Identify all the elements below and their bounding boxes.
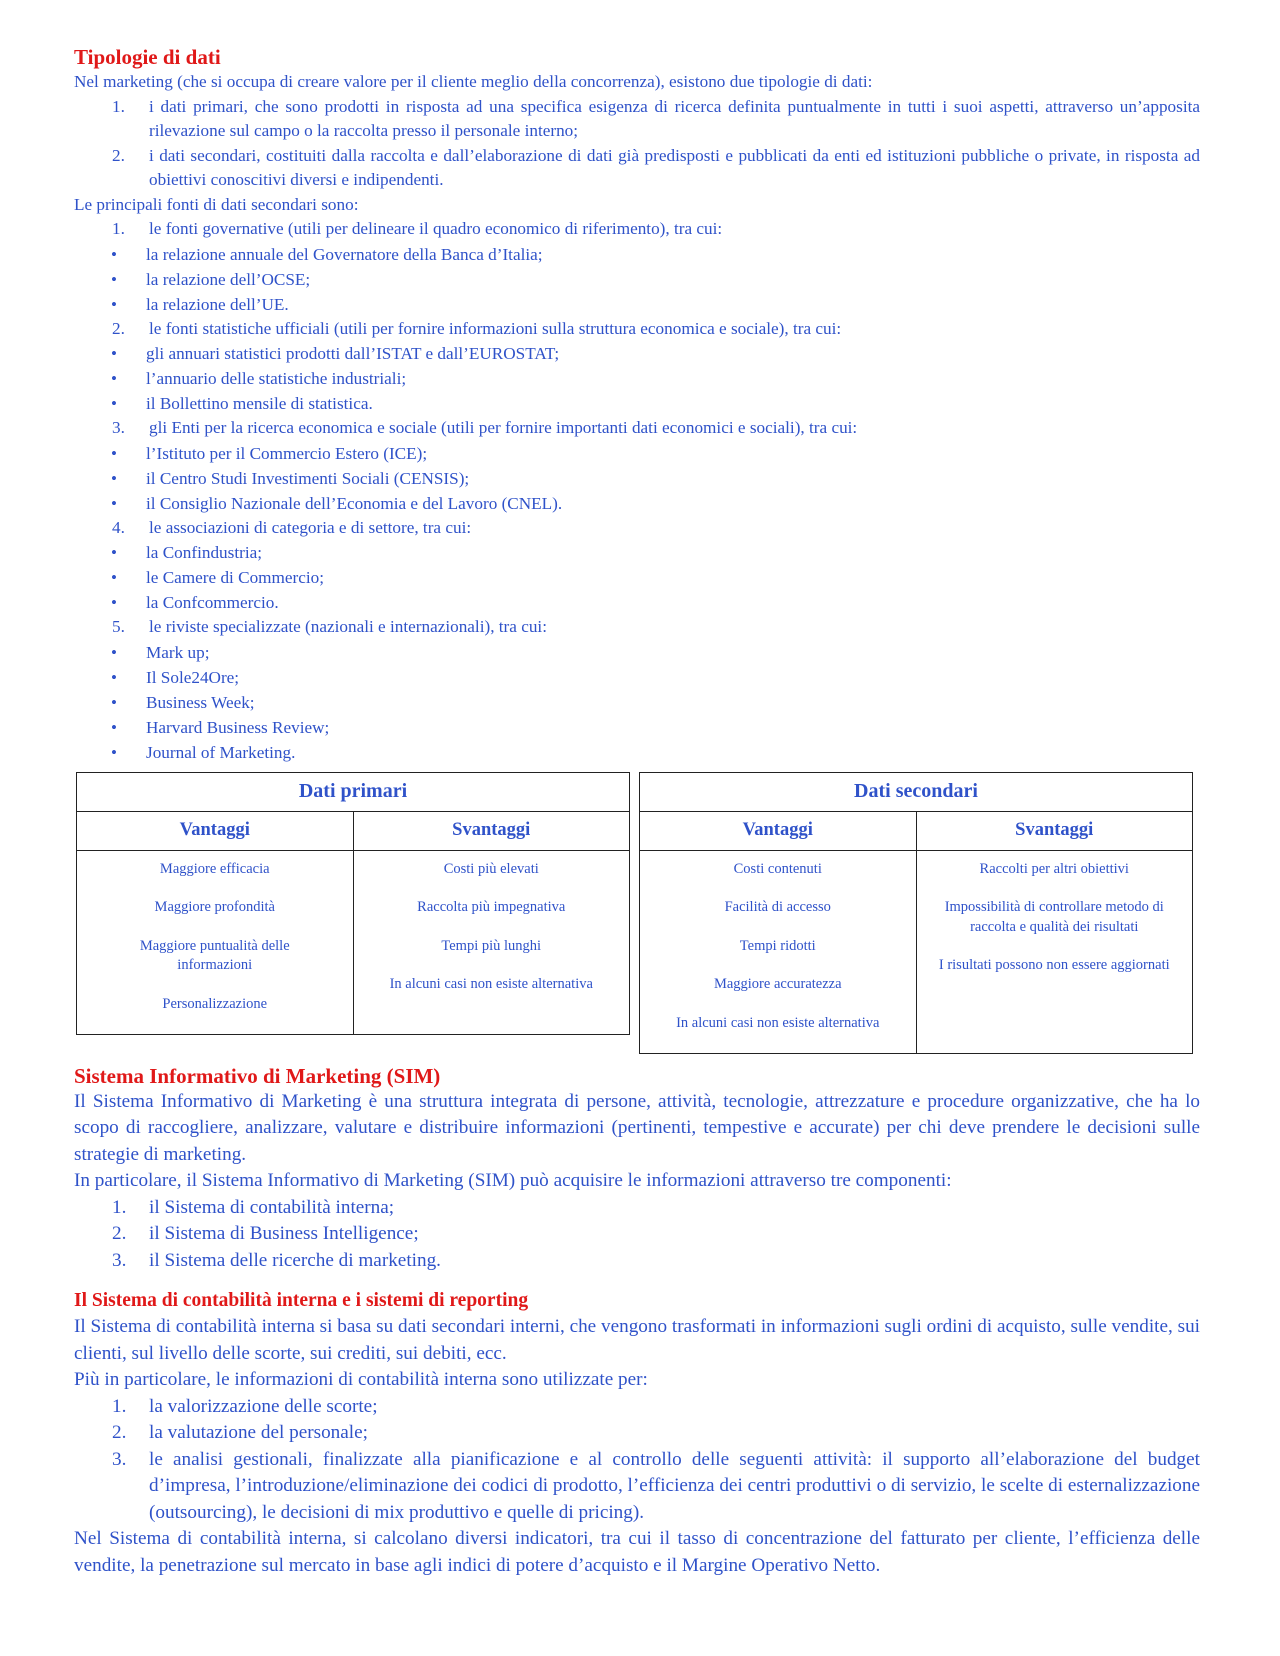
- list-item: 1. il Sistema di contabilità interna;: [112, 1196, 395, 1218]
- bullet-item: • la relazione dell’UE.: [74, 292, 1200, 317]
- bullet-item: • gli annuari statistici prodotti dall’ISTAT e dall’EUROSTAT;: [74, 341, 1200, 366]
- sources-list: [74, 217, 1200, 242]
- contabilita-uses-list: [74, 1394, 1200, 1527]
- table-cell-item: Maggiore puntualità delle informazioni: [139, 937, 290, 973]
- list-item: 3. gli Enti per la ricerca economica e sociale (utili per fornire importanti dati economici e sociali), tra cui:: [112, 418, 858, 437]
- table-cell-item: Facilità di accesso: [724, 899, 831, 915]
- table-cell-item: In alcuni casi non esiste alternativa: [676, 1014, 880, 1031]
- bullet-list: [74, 441, 1200, 516]
- bullet-item: • l’Istituto per il Commercio Estero (ICE);: [74, 441, 1200, 466]
- data-types-list: [74, 95, 1200, 193]
- table-cell-item: Maggiore efficacia: [159, 860, 270, 877]
- list-item: 4. le associazioni di categoria e di settore, tra cui:: [112, 517, 472, 537]
- bullet-item: • la relazione annuale del Governatore della Banca d’Italia;: [74, 242, 1200, 267]
- list-item: 2. i dati secondari, costituiti dalla raccolta e dall’elaborazione di dati già predisposti e pubblicati da enti ed istituzioni pubbliche o private, in risposta ad obiettivi conoscitivi diversi e indipendenti.: [112, 145, 1200, 189]
- sim-components-intro: In particolare, il Sistema Informativo di Marketing (SIM) può acquisire le informazioni attraverso tre componenti:: [74, 1170, 952, 1191]
- primary-data-table: [76, 772, 630, 1036]
- bullet-item: • la relazione dell’OCSE;: [74, 267, 1200, 292]
- list-item: 1. i dati primari, che sono prodotti in risposta ad una specifica esigenza di ricerca definita puntualmente in tutti i suoi aspetti, attraverso un’apposita rilevazione sul campo o la raccolta presso il personale interno;: [112, 96, 1200, 140]
- bullet-item: • Journal of Marketing.: [74, 740, 1200, 765]
- section-title-contabilita: Il Sistema di contabilità interna e i sistemi di reporting: [74, 1290, 529, 1311]
- contabilita-description: Il Sistema di contabilità interna si basa su dati secondari interni, che vengono trasformati in informazioni sugli ordini di acquisto, sulle vendite, sui clienti, sul livello delle scorte, sui crediti, sui debiti, ecc.: [74, 1316, 1200, 1364]
- list-item: 2. il Sistema di Business Intelligence;: [112, 1223, 419, 1244]
- table-cell-item: Raccolta più impegnativa: [417, 899, 566, 915]
- column-header: Svantaggi: [353, 811, 630, 850]
- advantages-cell: [640, 850, 917, 1054]
- bullet-list: [74, 640, 1200, 765]
- column-header: Svantaggi: [916, 811, 1193, 850]
- contabilita-indicators: Nel Sistema di contabilità interna, si calcolano diversi indicatori, tra cui il tasso di concentrazione del fatturato per cliente, l’efficienza delle vendite, la penetrazione sul mercato in base agli indici di potere d’acquisto e il Margine Operativo Netto.: [74, 1528, 1200, 1576]
- sources-intro: Le principali fonti di dati secondari sono:: [74, 194, 359, 214]
- list-item: 3. il Sistema delle ricerche di marketing.: [112, 1249, 441, 1271]
- bullet-item: • il Bollettino mensile di statistica.: [74, 391, 1200, 416]
- table-cell-item: Raccolti per altri obiettivi: [979, 860, 1129, 877]
- disadvantages-cell: [353, 850, 630, 1035]
- table-cell-item: Personalizzazione: [162, 995, 268, 1012]
- table-cell-item: Tempi più lunghi: [441, 937, 542, 954]
- table-cell-item: I risultati possono non essere aggiornati: [938, 957, 1170, 973]
- bullet-item: • Harvard Business Review;: [74, 715, 1200, 740]
- document-page: [74, 44, 1200, 1579]
- bullet-item: • il Consiglio Nazionale dell’Economia e del Lavoro (CNEL).: [74, 491, 1200, 516]
- list-item: 1. la valorizzazione delle scorte;: [112, 1395, 378, 1417]
- list-item: 1. le fonti governative (utili per delineare il quadro economico di riferimento), tra cui:: [112, 219, 723, 238]
- intro-text: Nel marketing (che si occupa di creare valore per il cliente meglio della concorrenza), esistono due tipologie di dati:: [74, 72, 873, 91]
- contabilita-uses-intro: Più in particolare, le informazioni di contabilità interna sono utilizzate per:: [74, 1369, 648, 1390]
- table-cell-item: Impossibilità di controllare metodo di raccolta e qualità dei risultati: [944, 899, 1164, 935]
- advantages-cell: [77, 850, 354, 1035]
- bullet-item: • Mark up;: [74, 640, 1200, 665]
- table-title: Dati secondari: [640, 772, 1193, 811]
- table-cell-item: Tempi ridotti: [739, 937, 816, 954]
- table-cell-item: Maggiore accuratezza: [713, 976, 842, 992]
- sim-description: Il Sistema Informativo di Marketing è una struttura integrata di persone, attività, tecnologie, attrezzature e procedure organizzative, che ha lo scopo di raccogliere, analizzare, valutare e distribuire informazioni (pertinenti, tempestive e accurate) per chi deve prendere le decisioni sulle strategie di marketing.: [74, 1090, 1200, 1165]
- table-cell-item: Maggiore profondità: [154, 899, 275, 915]
- disadvantages-cell: [916, 850, 1193, 1054]
- table-cell-item: Costi più elevati: [443, 860, 539, 877]
- comparison-tables: [74, 772, 1200, 1049]
- bullet-item: • Il Sole24Ore;: [74, 665, 1200, 690]
- bullet-item: • le Camere di Commercio;: [74, 565, 1200, 590]
- list-item: 5. le riviste specializzate (nazionali e internazionali), tra cui:: [112, 617, 547, 636]
- list-item: 2. la valutazione del personale;: [112, 1422, 368, 1443]
- sim-components-list: [74, 1195, 1200, 1275]
- bullet-item: • la Confindustria;: [74, 540, 1200, 565]
- bullet-item: • la Confcommercio.: [74, 590, 1200, 615]
- bullet-item: • il Centro Studi Investimenti Sociali (CENSIS);: [74, 466, 1200, 491]
- list-item: 2. le fonti statistiche ufficiali (utili per fornire informazioni sulla struttura economica e sociale), tra cui:: [112, 318, 842, 338]
- bullet-list: [74, 341, 1200, 416]
- column-header: Vantaggi: [77, 811, 354, 850]
- column-header: Vantaggi: [640, 811, 917, 850]
- bullet-list: [74, 242, 1200, 317]
- bullet-list: [74, 540, 1200, 615]
- table-title: Dati primari: [77, 772, 630, 811]
- section-title-sim: Sistema Informativo di Marketing (SIM): [74, 1063, 441, 1088]
- table-cell-item: Costi contenuti: [733, 860, 822, 877]
- table-cell-item: In alcuni casi non esiste alternativa: [389, 976, 593, 992]
- bullet-item: • l’annuario delle statistiche industriali;: [74, 366, 1200, 391]
- section-title-tipologie: Tipologie di dati: [74, 45, 221, 69]
- secondary-data-table: [639, 772, 1193, 1055]
- list-item: 3. le analisi gestionali, finalizzate alla pianificazione e al controllo delle seguenti attività: il supporto all’elaborazione del budget d’impresa, l’introduzione/eliminazione dei codici di prodotto, l’efficienza dei centri produttivi o di servizio, le scelte di esternalizzazione (outsourcing), le decisioni di mix produttivo e quelle di pricing).: [112, 1448, 1200, 1523]
- bullet-item: • Business Week;: [74, 690, 1200, 715]
